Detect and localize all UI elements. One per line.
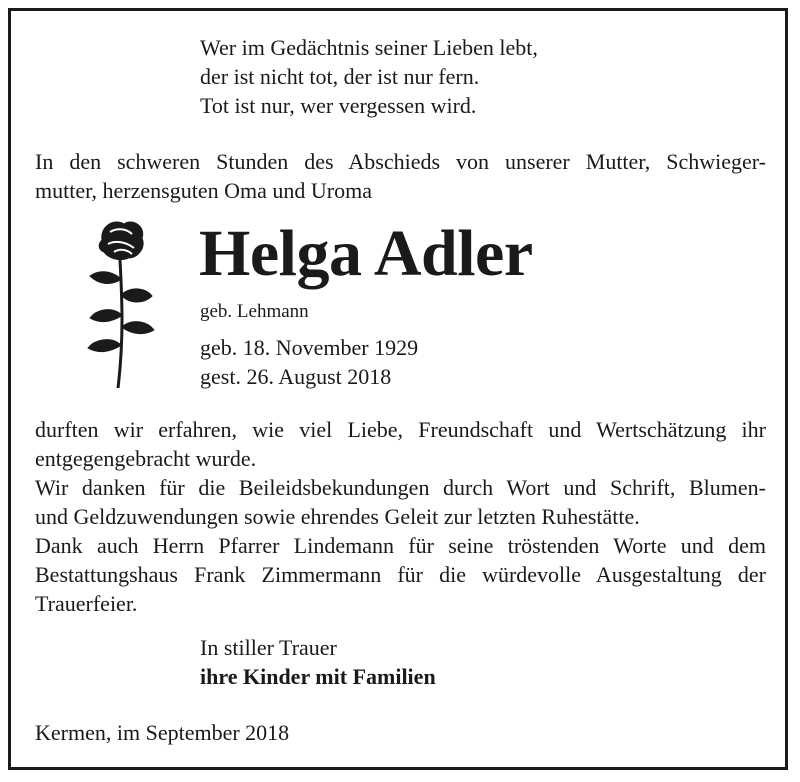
body-line-7: Trauerfeier. — [35, 591, 138, 616]
body-line-3: Wir danken für die Beileidsbekundungen durch Wort und Schrift, Blumen- — [35, 475, 766, 500]
rose-icon — [80, 218, 158, 390]
maiden-name: geb. Lehmann — [200, 301, 309, 322]
place-date: Kermen, im September 2018 — [35, 720, 290, 745]
intro-line-1: In den schweren Stunden des Abschieds von unserer Mutter, Schwieger- — [35, 149, 766, 174]
body-line-6: Bestattungshaus Frank Zimmermann für die würdevolle Ausgestaltung der — [35, 562, 766, 587]
body-line-4: und Geldzuwendungen sowie ehrendes Geleit zur letzten Ruhestätte. — [35, 504, 640, 529]
intro-line-2: mutter, herzensguten Oma und Uroma — [35, 178, 372, 203]
poem-line-2: der ist nicht tot, der ist nur fern. — [200, 64, 480, 89]
poem-line-1: Wer im Gedächtnis seiner Lieben lebt, — [200, 35, 538, 60]
death-date: gest. 26. August 2018 — [200, 364, 392, 389]
closing-line: In stiller Trauer — [200, 635, 337, 660]
birth-date: geb. 18. November 1929 — [200, 335, 419, 360]
deceased-name: Helga Adler — [199, 217, 533, 290]
body-line-5: Dank auch Herrn Pfarrer Lindemann für seine tröstenden Worte und dem — [35, 533, 766, 558]
poem-line-3: Tot ist nur, wer vergessen wird. — [200, 93, 477, 118]
body-line-1: durften wir erfahren, wie viel Liebe, Freundschaft und Wertschätzung ihr — [35, 417, 766, 442]
signature: ihre Kinder mit Familien — [200, 664, 436, 689]
body-line-2: entgegengebracht wurde. — [35, 446, 257, 471]
